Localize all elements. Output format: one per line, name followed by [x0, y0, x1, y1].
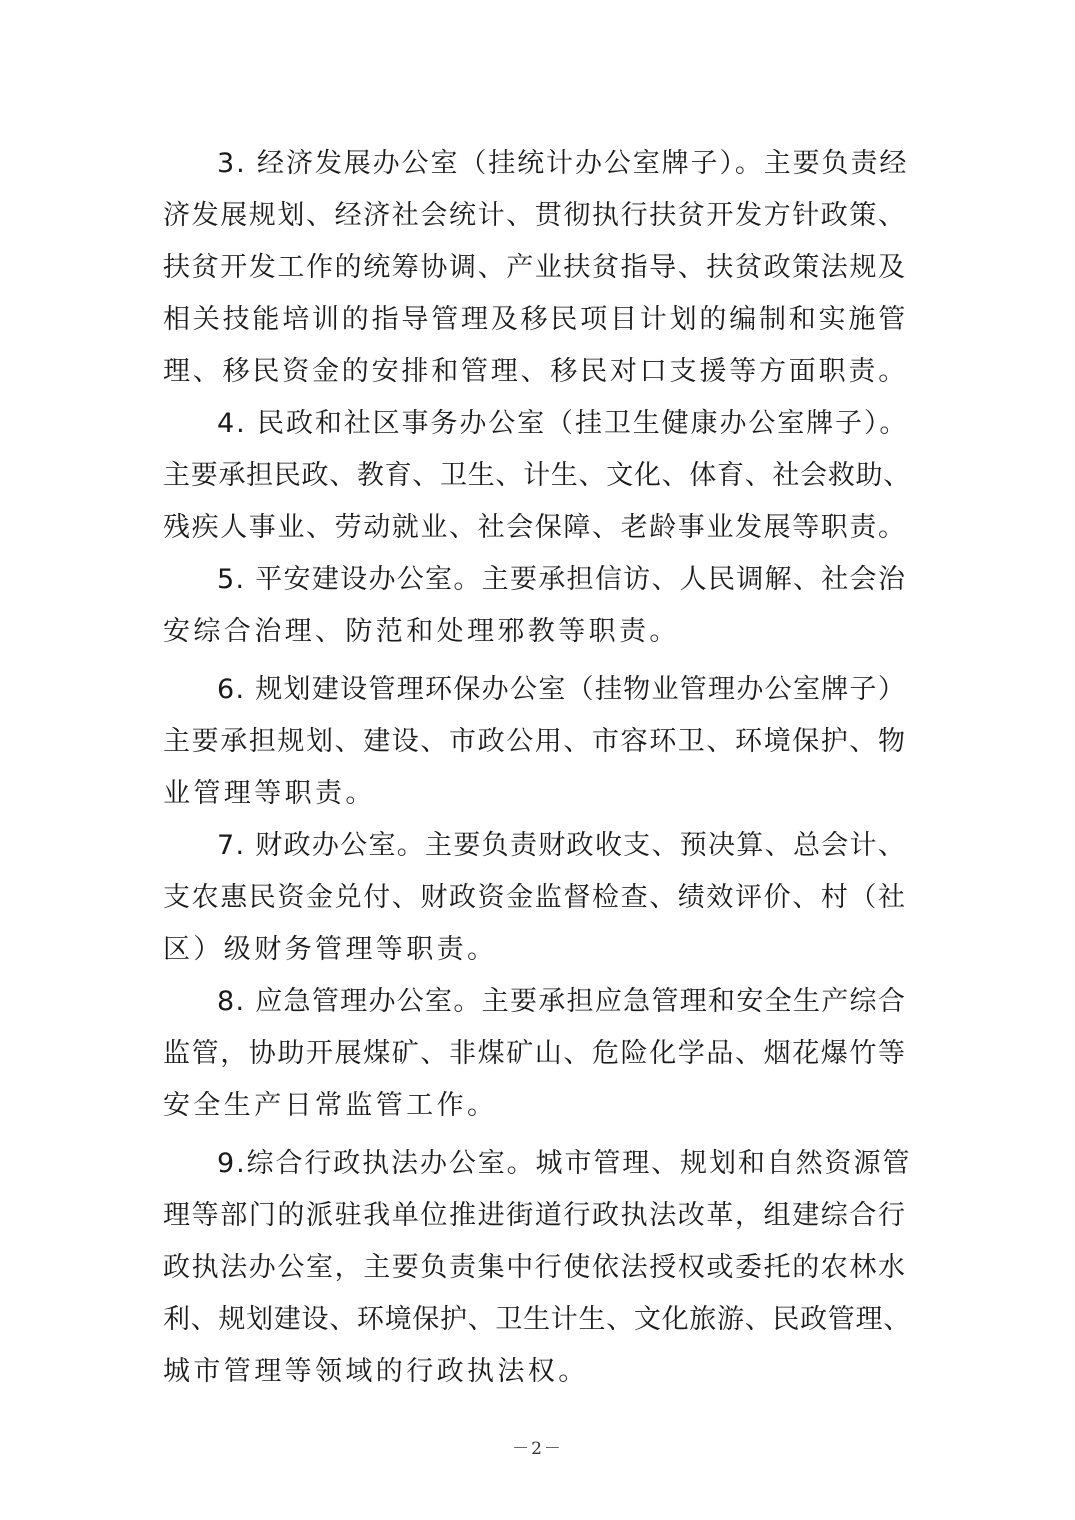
text-line: 政执法办公室，主要负责集中行使依法授权或委托的农林水 [163, 1252, 907, 1283]
text-line: 城市管理等领域的行政执法权。 [163, 1356, 589, 1387]
text-line: 主要承担规划、建设、市政公用、市容环卫、环境保护、物 [163, 726, 907, 757]
text-line: 8. 应急管理办公室。主要承担应急管理和安全生产综合 [217, 986, 907, 1017]
text-line: 7. 财政办公室。主要负责财政收支、预决算、总会计、 [217, 830, 907, 861]
text-line: 理等部门的派驻我单位推进街道行政执法改革，组建综合行 [163, 1200, 907, 1231]
text-line: 6. 规划建设管理环保办公室（挂物业管理办公室牌子） [217, 674, 907, 705]
paragraph-safety-office [163, 554, 913, 658]
paragraph-civil-affairs-office [163, 398, 913, 554]
text-line: 支农惠民资金兑付、财政资金监督检查、绩效评价、村（社 [163, 882, 907, 913]
text-line: 9.综合行政执法办公室。城市管理、规划和自然资源管 [217, 1148, 912, 1179]
paragraph-emergency-office [163, 976, 913, 1132]
text-line: 主要承担民政、教育、卫生、计生、文化、体育、社会救助、 [163, 460, 911, 491]
text-line: 相关技能培训的指导管理及移民项目计划的编制和实施管 [163, 304, 908, 335]
text-line: 安全生产日常监管工作。 [163, 1090, 498, 1121]
text-line: 区）级财务管理等职责。 [163, 934, 498, 965]
text-line: 扶贫开发工作的统筹协调、产业扶贫指导、扶贫政策法规及 [163, 252, 907, 283]
text-line: 5. 平安建设办公室。主要承担信访、人民调解、社会治 [217, 564, 907, 595]
text-line: 理、移民资金的安排和管理、移民对口支援等方面职责。 [163, 356, 908, 387]
paragraph-finance-office [163, 820, 913, 976]
text-line: 济发展规划、经济社会统计、贯彻执行扶贫开发方针政策、 [163, 200, 907, 231]
text-line: 4. 民政和社区事务办公室（挂卫生健康办公室牌子）。 [217, 408, 909, 439]
page-number: －2－ [512, 1439, 563, 1459]
paragraph-economic-office [163, 138, 913, 398]
text-line: 3. 经济发展办公室（挂统计办公室牌子）。主要负责经 [217, 148, 909, 179]
text-line: 监管，协助开展煤矿、非煤矿山、危险化学品、烟花爆竹等 [163, 1038, 907, 1069]
text-line: 业管理等职责。 [163, 778, 376, 809]
paragraph-planning-office [163, 664, 913, 820]
text-line: 残疾人事业、劳动就业、社会保障、老龄事业发展等职责。 [163, 512, 907, 543]
text-line: 安综合治理、防范和处理邪教等职责。 [163, 616, 680, 647]
paragraph-enforcement-office [163, 1138, 913, 1398]
document-body [163, 138, 913, 1398]
text-line: 利、规划建设、环境保护、卫生计生、文化旅游、民政管理、 [163, 1304, 911, 1335]
